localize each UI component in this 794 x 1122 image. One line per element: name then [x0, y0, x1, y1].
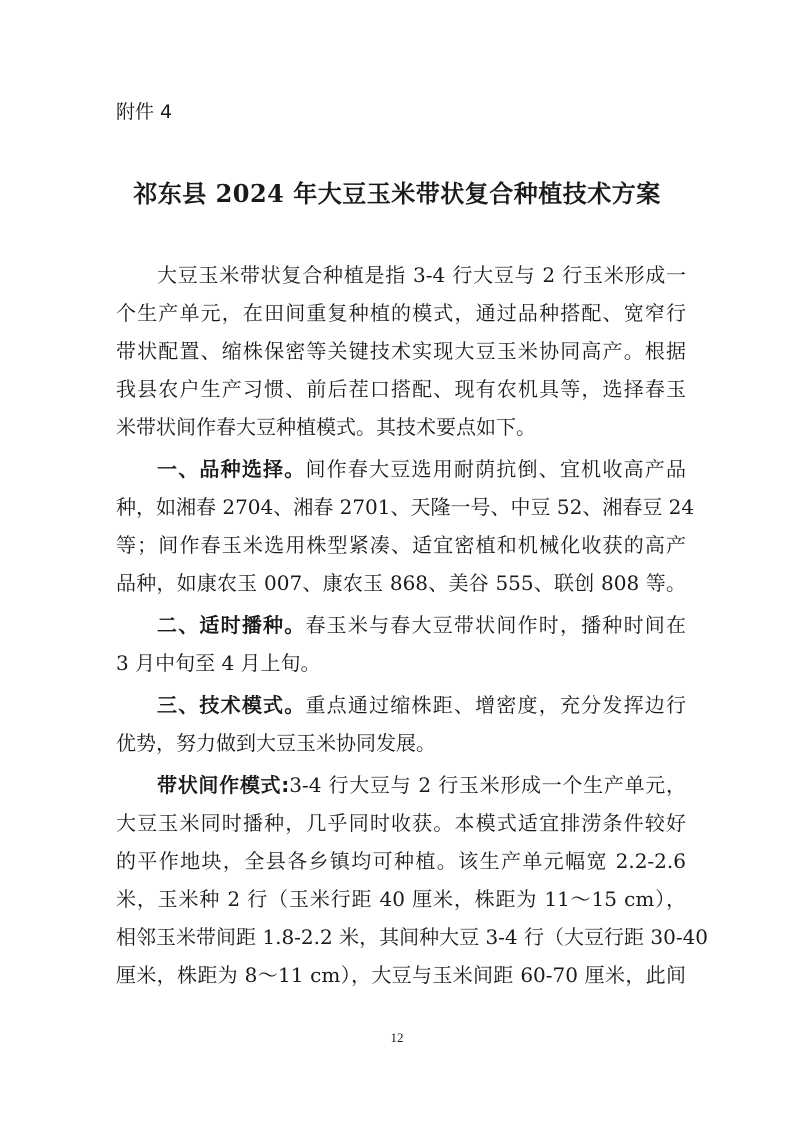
section-text: 春玉米与春大豆带状间作时，播种时间在 [305, 613, 687, 637]
paragraph-line: 带状配置、缩株保密等关键技术实现大豆玉米协同高产。根据 [116, 339, 686, 363]
paragraph-line: 等；间作春玉米选用株型紧凑、适宜密植和机械化收获的高产 [116, 533, 686, 557]
subsection-heading: 带状间作模式: [157, 773, 290, 797]
section-variety-selection [157, 451, 686, 488]
paragraph-line: 厘米，株距为 8～11 cm），大豆与玉米间距 60-70 厘米，此间 [116, 963, 686, 987]
paragraph-line: 米带状间作春大豆种植模式。其技术要点如下。 [116, 415, 536, 439]
attachment-label: 附件 4 [116, 101, 173, 123]
page-number: 12 [390, 1030, 404, 1045]
section-technical-mode [157, 687, 686, 724]
section-text: 3-4 行大豆与 2 行玉米形成一个生产单元， [289, 773, 686, 797]
section-timely-sowing [157, 607, 686, 644]
document-title: 祁东县 2024 年大豆玉米带状复合种植技术方案 [133, 179, 661, 208]
paragraph-line: 我县农户生产习惯、前后茬口搭配、现有农机具等，选择春玉 [116, 377, 686, 401]
section-heading: 二、适时播种。 [157, 613, 306, 637]
section-heading: 一 [157, 457, 179, 481]
paragraph-line: 优势，努力做到大豆玉米协同发展。 [116, 731, 436, 755]
section-text: 重点通过缩株距、增密度，充分发挥边行 [305, 693, 687, 717]
paragraph-line: 个生产单元，在田间重复种植的模式，通过品种搭配、宽窄行 [116, 301, 686, 325]
paragraph-line: 品种，如康农玉 007、康农玉 868、美谷 555、联创 808 等。 [116, 571, 686, 595]
section-heading: 三、技术模式。 [157, 693, 306, 717]
paragraph-line: 相邻玉米带间距 1.8-2.2 米，其间种大豆 3-4 行（大豆行距 30-40 [116, 925, 709, 949]
paragraph-line: 3 月中旬至 4 月上旬。 [116, 651, 321, 675]
paragraph-line: 种，如湘春 2704、湘春 2701、天隆一号、中豆 52、湘春豆 24 [116, 495, 695, 519]
paragraph-line: 大豆玉米带状复合种植是指 3-4 行大豆与 2 行玉米形成一 [157, 263, 686, 287]
section-strip-intercropping [157, 767, 686, 804]
paragraph-line: 大豆玉米同时播种，几乎同时收获。本模式适宜排涝条件较好 [116, 811, 686, 835]
section-text: 间作春大豆选用耐荫抗倒、宜机收高产品 [305, 457, 687, 481]
section-heading: 、品种选择。 [178, 457, 306, 481]
paragraph-line: 米，玉米种 2 行（玉米行距 40 厘米，株距为 11～15 cm）， [116, 887, 686, 911]
paragraph-line: 的平作地块，全县各乡镇均可种植。该生产单元幅宽 2.2-2.6 [116, 849, 686, 873]
